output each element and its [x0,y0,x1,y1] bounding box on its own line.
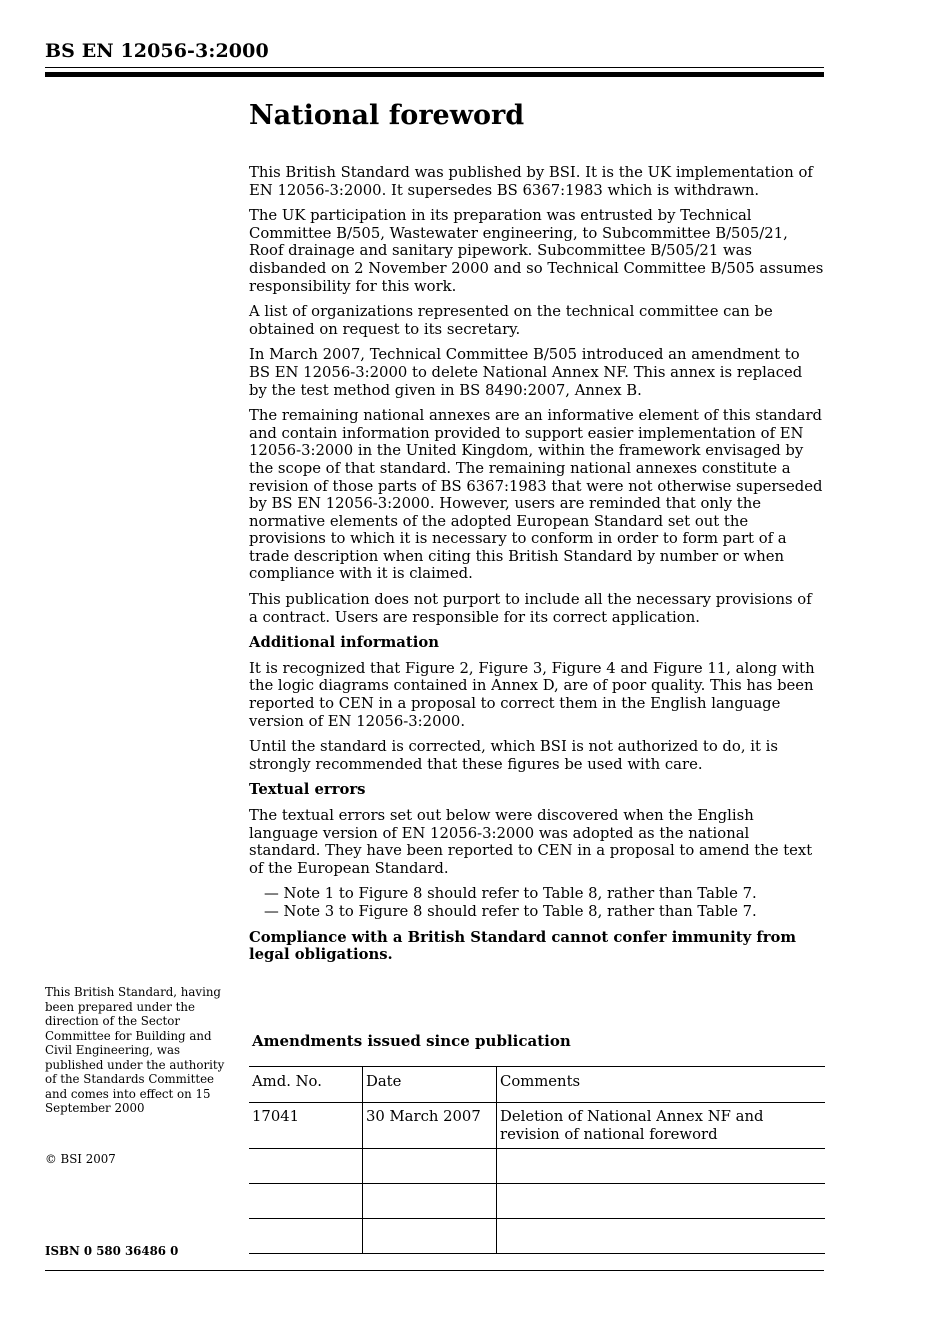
cell-amd-no [249,1149,363,1184]
header-rule-thin [45,67,824,68]
table-row [249,1149,825,1184]
paragraph-national-annexes: The remaining national annexes are an informative element of this standard and contain information provided to support easier implementation of EN 12056-3:2000 in the United Kingdom, within the framework envisaged by the scope of that standard. The remaining national annexes constitute a revision of those parts of BS 6367:1983 that were not otherwise superseded by BS EN 12056-3:2000. However, users are reminded that only the normative elements of the adopted European Standard set out the provisions to which it is necessary to conform in order to form part of a trade description when citing this British Standard by number or when compliance with it is claimed. [249,407,823,583]
table-row [249,1184,825,1219]
table-header-row [249,1067,825,1103]
cell-date: 30 March 2007 [363,1103,497,1149]
heading-textual-errors: Textual errors [249,781,366,799]
header-date: Date [363,1067,497,1103]
foreword-body [249,164,824,972]
compliance-statement: Compliance with a British Standard cannot confer immunity from legal obligations. [249,928,797,964]
header-comments: Comments [497,1067,826,1103]
isbn: ISBN 0 580 36486 0 [45,1244,179,1258]
paragraph-participation: The UK participation in its preparation was entrusted by Technical Committee B/505, Wastewater engineering, to Subcommittee B/505/21, Roof drainage and sanitary pipework. Subcommittee B/505/21 was disbanded on 2 November 2000 and so Technical Committee B/505 assumes responsibility for this work. [249,207,824,295]
amendments-table [249,1066,825,1254]
header-rule-thick [45,72,824,77]
paragraph-organizations: A list of organizations represented on the technical committee can be obtained on request to its secretary. [249,303,773,338]
paragraph-publication: This British Standard was published by BSI. It is the UK implementation of EN 12056-3:2000. It supersedes BS 6367:1983 which is withdrawn. [249,164,813,199]
cell-date [363,1149,497,1184]
table-row [249,1103,825,1149]
header-amd-no: Amd. No. [249,1067,363,1103]
cell-amd-no [249,1184,363,1219]
cell-comments [497,1219,826,1254]
cell-comments: Deletion of National Annex NF and revision of national foreword [497,1103,826,1149]
cell-date [363,1184,497,1219]
copyright: © BSI 2007 [45,1152,116,1166]
page-title: National foreword [249,100,525,131]
paragraph-contract: This publication does not purport to include all the necessary provisions of a contract. Users are responsible for its correct application. [249,591,812,626]
error-item: — Note 1 to Figure 8 should refer to Table 8, rather than Table 7. [264,885,757,903]
paragraph-poor-quality-figures: It is recognized that Figure 2, Figure 3, Figure 4 and Figure 11, along with the logic diagrams contained in Annex D, are of poor quality. This has been reported to CEN in a proposal to correct them in the English language version of EN 12056-3:2000. [249,659,815,730]
cell-amd-no: 17041 [249,1103,363,1149]
amendments-title: Amendments issued since publication [252,1032,571,1050]
cell-comments [497,1149,826,1184]
error-item: — Note 3 to Figure 8 should refer to Table 8, rather than Table 7. [264,902,757,920]
cell-amd-no [249,1219,363,1254]
cell-date [363,1219,497,1254]
heading-additional-information: Additional information [249,634,439,652]
paragraph-use-with-care: Until the standard is corrected, which BSI is not authorized to do, it is strongly recommended that these figures be used with care. [249,738,778,773]
errors-list [249,885,824,920]
paragraph-textual-errors: The textual errors set out below were discovered when the English language version of EN 12056-3:2000 was adopted as the national standard. They have been reported to CEN in a proposal to amend the text of the European Standard. [249,807,813,877]
footer-rule [45,1270,824,1271]
standard-code: BS EN 12056-3:2000 [45,40,269,62]
cell-comments [497,1184,826,1219]
paragraph-amendment: In March 2007, Technical Committee B/505 introduced an amendment to BS EN 12056-3:2000 to delete National Annex NF. This annex is replaced by the test method given in BS 8490:2007, Annex B. [249,346,803,399]
publication-note: This British Standard, having been prepared under the direction of the Sector Committee for Building and Civil Engineering, was published under the authority of the Standards Committee and comes into effect on 15 September 2000 [45,985,225,1115]
table-row [249,1219,825,1254]
